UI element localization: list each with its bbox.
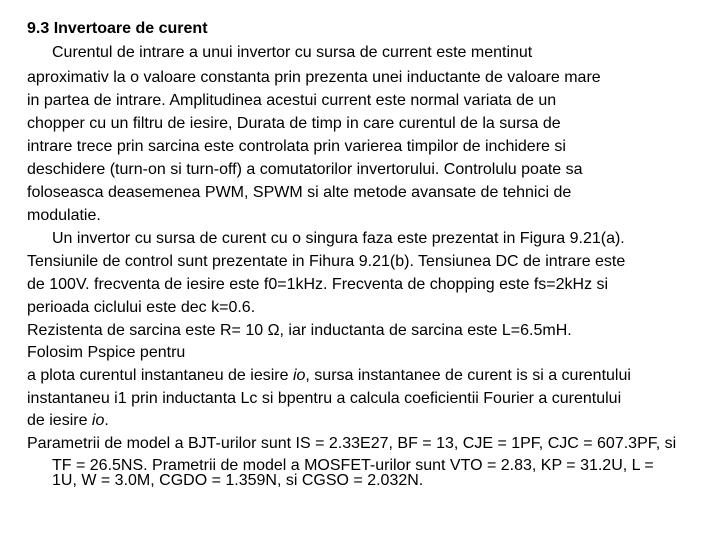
paragraph-1-line-8: modulatie. (27, 207, 101, 224)
paragraph-2-line-6: Folosim Pspice pentru (27, 344, 186, 361)
paragraph-4-line-3: 1U, W = 3.0M, CGDO = 1.359N, si CGSO = 2.032N. (52, 472, 424, 489)
paragraph-2-line-2: Tensiunile de control sunt prezentate in Fihura 9.21(b). Tensiunea DC de intrare este (27, 253, 626, 270)
p3-l1-text-end: , sursa instantanee de curent is si a curentului (305, 367, 631, 384)
paragraph-1-line-1: Curentul de intrare a unui invertor cu sursa de current este mentinut (52, 44, 533, 61)
paragraph-3-line-2: instantaneu i1 prin inductanta Lc si bpentru a calcula coeficientii Fourier a curentului (27, 390, 622, 407)
paragraph-3-line-1 (27, 365, 631, 387)
paragraph-1-line-7: foloseasca deasemenea PWM, SPWM si alte metode avansate de tehnici de (27, 184, 572, 201)
p3-l1-text: a plota curentul instantaneu de iesire (27, 367, 293, 384)
paragraph-2-line-1: Un invertor cu sursa de curent cu o singura faza este prezentat in Figura 9.21(a). (52, 230, 625, 247)
p3-l3-text-end: . (104, 412, 109, 429)
paragraph-1-line-3: in partea de intrare. Amplitudinea acestui current este normal variata de un (27, 92, 557, 109)
p3-l3-italic: io (91, 412, 105, 429)
paragraph-1-line-4: chopper cu un filtru de iesire, Durata de timp in care curentul de la sursa de (27, 115, 561, 132)
paragraph-2-line-3: de 100V. frecventa de iesire este f0=1kHz. Frecventa de chopping este fs=2kHz si (27, 276, 609, 293)
paragraph-1-line-2: aproximativ la o valoare constanta prin prezenta unei inductante de valoare mare (27, 69, 601, 86)
section-title: 9.3 Invertoare de curent (27, 20, 208, 37)
paragraph-2-line-5: Rezistenta de sarcina este R= 10 Ω, iar inductanta de sarcina este L=6.5mH. (27, 322, 572, 339)
paragraph-1-line-5: intrare trece prin sarcina este controlata prin varierea timpilor de inchidere si (27, 138, 566, 155)
paragraph-3-line-3 (27, 410, 109, 432)
p3-l1-italic: io (292, 367, 306, 384)
paragraph-2-line-4: perioada ciclului este dec k=0.6. (27, 299, 256, 316)
paragraph-1-line-6: deschidere (turn-on si turn-off) a comutatorilor invertorului. Controlulu poate sa (27, 161, 583, 178)
paragraph-4-line-2: TF = 26.5NS. Prametrii de model a MOSFET-urilor sunt VTO = 2.83, KP = 31.2U, L = (52, 457, 654, 474)
p3-l3-text: de iesire (27, 412, 92, 429)
paragraph-4-line-1: Parametrii de model a BJT-urilor sunt IS = 2.33E27, BF = 13, CJE = 1PF, CJC = 607.3PF, si (27, 435, 677, 452)
